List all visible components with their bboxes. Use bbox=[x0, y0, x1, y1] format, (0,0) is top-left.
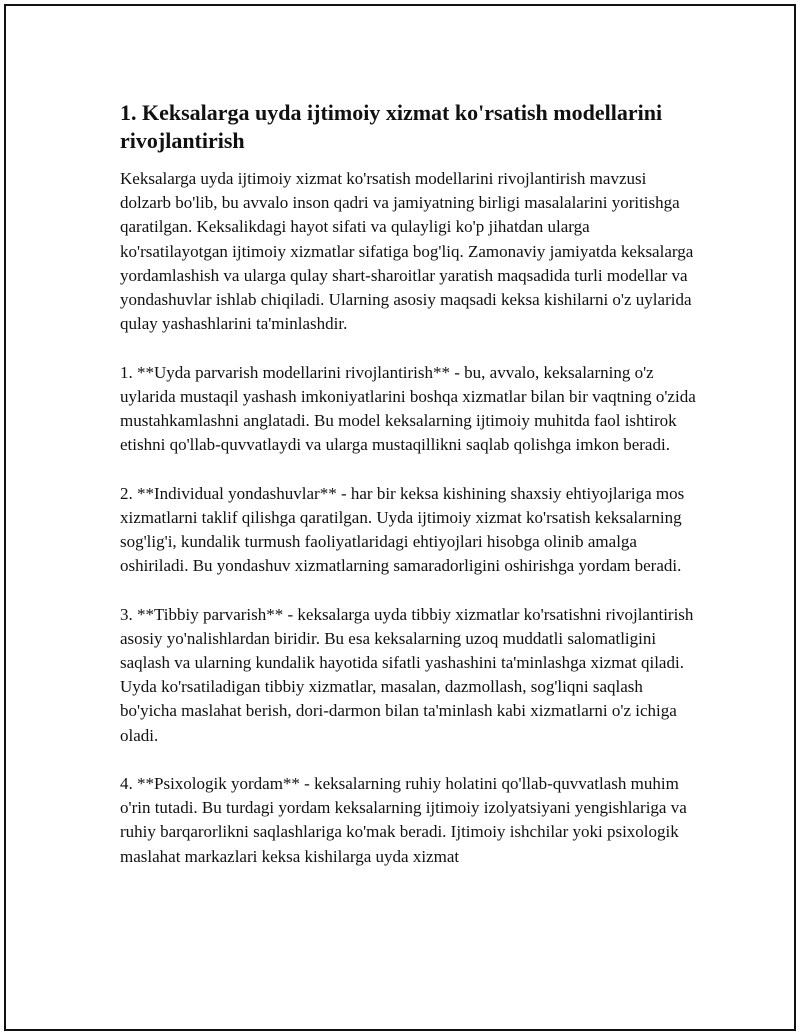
document-body bbox=[120, 99, 700, 893]
list-item-home-care: 1. **Uyda parvarish modellarini rivojlantirish** - bu, avvalo, keksalarning o'z uylarida mustaqil yashash imkoniyatlarini boshqa xizmatlar bilan bir vaqtning o'zida mustahkamlashni anglatadi. Bu model keksalarning ijtimoiy muhitda faol ishtirok etishni qo'llab-quvvatlaydi va ularga mustaqillikni saqlab qolishga imkon beradi. bbox=[120, 362, 696, 455]
list-item-individual-approach: 2. **Individual yondashuvlar** - har bir keksa kishining shaxsiy ehtiyojlariga mos xizmatlarni taklif qilishga qaratilgan. Uyda ijtimoiy xizmat ko'rsatish keksalarning sog'lig'i, kundalik turmush faoliyatlaridagi ehtiyojlari hisobga olinib amalga oshiriladi. Bu yondashuv xizmatlarning samaradorligini oshirishga yordam beradi. bbox=[120, 483, 685, 576]
intro-paragraph: Keksalarga uyda ijtimoiy xizmat ko'rsatish modellarini rivojlantirish mavzusi dolzarb bo'lib, bu avvalo inson qadri va jamiyatning birligi masalalarini yoritishga qaratilgan. Keksalikdagi hayot sifati va qulayligi ko'p jihatdan ularga ko'rsatilayotgan ijtimoiy xizmatlar sifatiga bog'liq. Zamonaviy jamiyatda keksalarga yordamlashish va ularga qulay shart-sharoitlar yaratish maqsadida turli modellar va yondashuvlar ishlab chiqiladi. Ularning asosiy maqsadi keksa kishilarni o'z uylarida qulay yashashlarini ta'minlashdir. bbox=[120, 169, 694, 334]
list-item-psychological-support: 4. **Psixologik yordam** - keksalarning ruhiy holatini qo'llab-quvvatlash muhim o'rin tutadi. Bu turdagi yordam keksalarning ijtimoiy izolyatsiyani yengishlariga va ruhiy barqarorlikni saqlashlariga ko'mak beradi. Ijtimoiy ishchilar yoki psixologik maslahat markazlari keksa kishilarga uyda xizmat bbox=[120, 774, 687, 866]
list-item-medical-care: 3. **Tibbiy parvarish** - keksalarga uyda tibbiy xizmatlar ko'rsatishni rivojlantirish asosiy yo'nalishlardan biridir. Bu esa keksalarning uzoq muddatli salomatligini saqlash va ularning kundalik hayotida sifatli yashashini ta'minlashga xizmat qiladi. Uyda ko'rsatiladigan tibbiy xizmatlar, masalan, dazmollash, sog'liqni saqlash bo'yicha maslahat berish, dori-darmon bilan ta'minlash kabi xizmatlarni o'z ichiga oladi. bbox=[120, 604, 694, 745]
document-title: 1. Keksalarga uyda ijtimoiy xizmat ko'rsatish modellarini rivojlantirish bbox=[120, 100, 663, 153]
page-frame bbox=[4, 4, 796, 1031]
